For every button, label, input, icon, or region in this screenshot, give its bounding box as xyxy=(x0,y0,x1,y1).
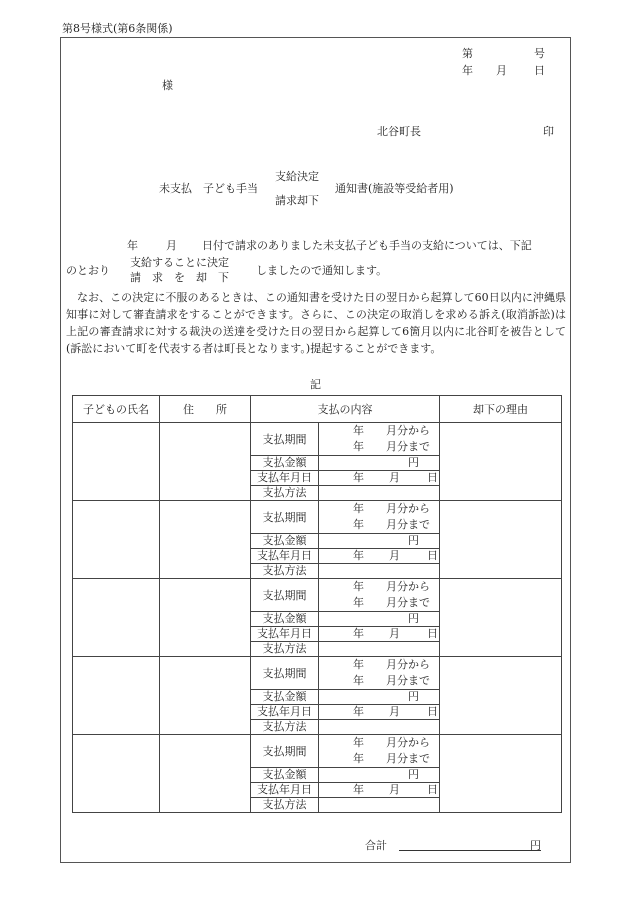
ymd-month: 月 xyxy=(389,549,400,562)
ymd-day: 日 xyxy=(427,471,438,484)
period-to: 年 月分まで xyxy=(353,518,430,531)
label-method: 支払方法 xyxy=(251,720,319,735)
ymd-year: 年 xyxy=(353,627,364,640)
rejection-reason-cell[interactable] xyxy=(440,657,562,735)
ymd-day: 日 xyxy=(427,549,438,562)
rejection-reason-cell[interactable] xyxy=(440,501,562,579)
body-option-reject: 請 求 を 却 下 xyxy=(130,271,229,284)
period-from: 年 月分から xyxy=(353,580,430,593)
label-period: 支払期間 xyxy=(251,423,319,456)
child-name-cell[interactable] xyxy=(73,423,160,501)
period-value[interactable] xyxy=(319,657,440,690)
label-method: 支払方法 xyxy=(251,486,319,501)
appeal-notice: なお、この決定に不服のあるときは、この通知書を受けた日の翌日から起算して60日以内に沖縄県知事に対して審査請求をすることができます。さらに、この決定の取消しを求める訴え(取消訴訟)は上記の審査請求に対する裁決の送達を受けた日の翌日から起算して6箇月以内に北谷町を被告として(訴訟において町を代表する者は町長となります。)提起することができます。 xyxy=(66,291,566,355)
title-suffix: 通知書(施設等受給者用) xyxy=(335,182,454,195)
ymd-month: 月 xyxy=(389,705,400,718)
label-method: 支払方法 xyxy=(251,798,319,813)
total-amount-line[interactable] xyxy=(399,850,541,851)
recipient-honorific: 様 xyxy=(162,79,173,92)
method-value[interactable] xyxy=(319,642,440,657)
address-cell[interactable] xyxy=(160,657,251,735)
body-line1: 日付で請求のありました未支払子ども手当の支給については、下記 xyxy=(202,239,532,252)
title-prefix: 未支払 子ども手当 xyxy=(159,182,258,195)
ymd-day: 日 xyxy=(427,705,438,718)
address-cell[interactable] xyxy=(160,501,251,579)
amount-value[interactable] xyxy=(319,456,440,471)
yen-unit: 円 xyxy=(408,690,419,703)
rejection-reason-cell[interactable] xyxy=(440,735,562,813)
period-value[interactable] xyxy=(319,735,440,768)
address-cell[interactable] xyxy=(160,579,251,657)
total-yen: 円 xyxy=(530,839,541,852)
header-payment-content: 支払の内容 xyxy=(251,396,440,423)
label-period: 支払期間 xyxy=(251,501,319,534)
period-to: 年 月分まで xyxy=(353,596,430,609)
issuer-name: 北谷町長 xyxy=(377,125,421,138)
body-option-approve: 支給することに決定 xyxy=(130,256,229,269)
yen-unit: 円 xyxy=(408,768,419,781)
period-from: 年 月分から xyxy=(353,658,430,671)
ymd-year: 年 xyxy=(353,705,364,718)
amount-value[interactable] xyxy=(319,690,440,705)
period-from: 年 月分から xyxy=(353,736,430,749)
period-to: 年 月分まで xyxy=(353,674,430,687)
date-value[interactable] xyxy=(319,627,440,642)
body-line2-prefix: のとおり xyxy=(66,264,110,277)
label-date: 支払年月日 xyxy=(251,783,319,798)
child-name-cell[interactable] xyxy=(73,501,160,579)
period-from: 年 月分から xyxy=(353,502,430,515)
form-number: 第8号様式(第6条関係) xyxy=(62,22,173,35)
date-value[interactable] xyxy=(319,471,440,486)
label-amount: 支払金額 xyxy=(251,768,319,783)
rejection-reason-cell[interactable] xyxy=(440,423,562,501)
ymd-month: 月 xyxy=(389,783,400,796)
ymd-day: 日 xyxy=(427,783,438,796)
period-to: 年 月分まで xyxy=(353,440,430,453)
period-value[interactable] xyxy=(319,501,440,534)
ymd-month: 月 xyxy=(389,627,400,640)
method-value[interactable] xyxy=(319,564,440,579)
method-value[interactable] xyxy=(319,798,440,813)
amount-value[interactable] xyxy=(319,612,440,627)
label-amount: 支払金額 xyxy=(251,534,319,549)
header-address: 住 所 xyxy=(160,396,251,423)
label-period: 支払期間 xyxy=(251,735,319,768)
yen-unit: 円 xyxy=(408,534,419,547)
yen-unit: 円 xyxy=(408,612,419,625)
child-name-cell[interactable] xyxy=(73,735,160,813)
total-label: 合計 xyxy=(365,839,387,852)
label-amount: 支払金額 xyxy=(251,612,319,627)
ki-heading: 記 xyxy=(310,378,321,391)
child-name-cell[interactable] xyxy=(73,657,160,735)
payment-table xyxy=(72,395,562,813)
date-value[interactable] xyxy=(319,549,440,564)
amount-value[interactable] xyxy=(319,768,440,783)
address-cell[interactable] xyxy=(160,423,251,501)
address-cell[interactable] xyxy=(160,735,251,813)
header-rejection-reason: 却下の理由 xyxy=(440,396,562,423)
seal-mark: 印 xyxy=(543,125,554,138)
child-name-cell[interactable] xyxy=(73,579,160,657)
rejection-reason-cell[interactable] xyxy=(440,579,562,657)
label-period: 支払期間 xyxy=(251,657,319,690)
label-date: 支払年月日 xyxy=(251,549,319,564)
label-period: 支払期間 xyxy=(251,579,319,612)
body-month: 月 xyxy=(166,239,177,252)
date-year: 年 xyxy=(462,64,473,77)
period-value[interactable] xyxy=(319,423,440,456)
method-value[interactable] xyxy=(319,720,440,735)
ymd-year: 年 xyxy=(353,471,364,484)
label-method: 支払方法 xyxy=(251,642,319,657)
title-option-rejection: 請求却下 xyxy=(275,194,319,207)
header-child-name: 子どもの氏名 xyxy=(73,396,160,423)
doc-number-dai: 第 xyxy=(462,47,473,60)
date-day: 日 xyxy=(534,64,545,77)
body-year: 年 xyxy=(127,239,138,252)
ymd-day: 日 xyxy=(427,627,438,640)
body-line2-suffix: しましたので通知します。 xyxy=(256,264,388,277)
title-option-decision: 支給決定 xyxy=(275,170,319,183)
ymd-year: 年 xyxy=(353,783,364,796)
ymd-month: 月 xyxy=(389,471,400,484)
label-method: 支払方法 xyxy=(251,564,319,579)
date-value[interactable] xyxy=(319,705,440,720)
period-from: 年 月分から xyxy=(353,424,430,437)
period-value[interactable] xyxy=(319,579,440,612)
date-value[interactable] xyxy=(319,783,440,798)
ymd-year: 年 xyxy=(353,549,364,562)
label-amount: 支払金額 xyxy=(251,690,319,705)
label-date: 支払年月日 xyxy=(251,471,319,486)
method-value[interactable] xyxy=(319,486,440,501)
amount-value[interactable] xyxy=(319,534,440,549)
label-date: 支払年月日 xyxy=(251,705,319,720)
label-date: 支払年月日 xyxy=(251,627,319,642)
yen-unit: 円 xyxy=(408,456,419,469)
period-to: 年 月分まで xyxy=(353,752,430,765)
doc-number-go: 号 xyxy=(534,47,545,60)
date-month: 月 xyxy=(496,64,507,77)
label-amount: 支払金額 xyxy=(251,456,319,471)
